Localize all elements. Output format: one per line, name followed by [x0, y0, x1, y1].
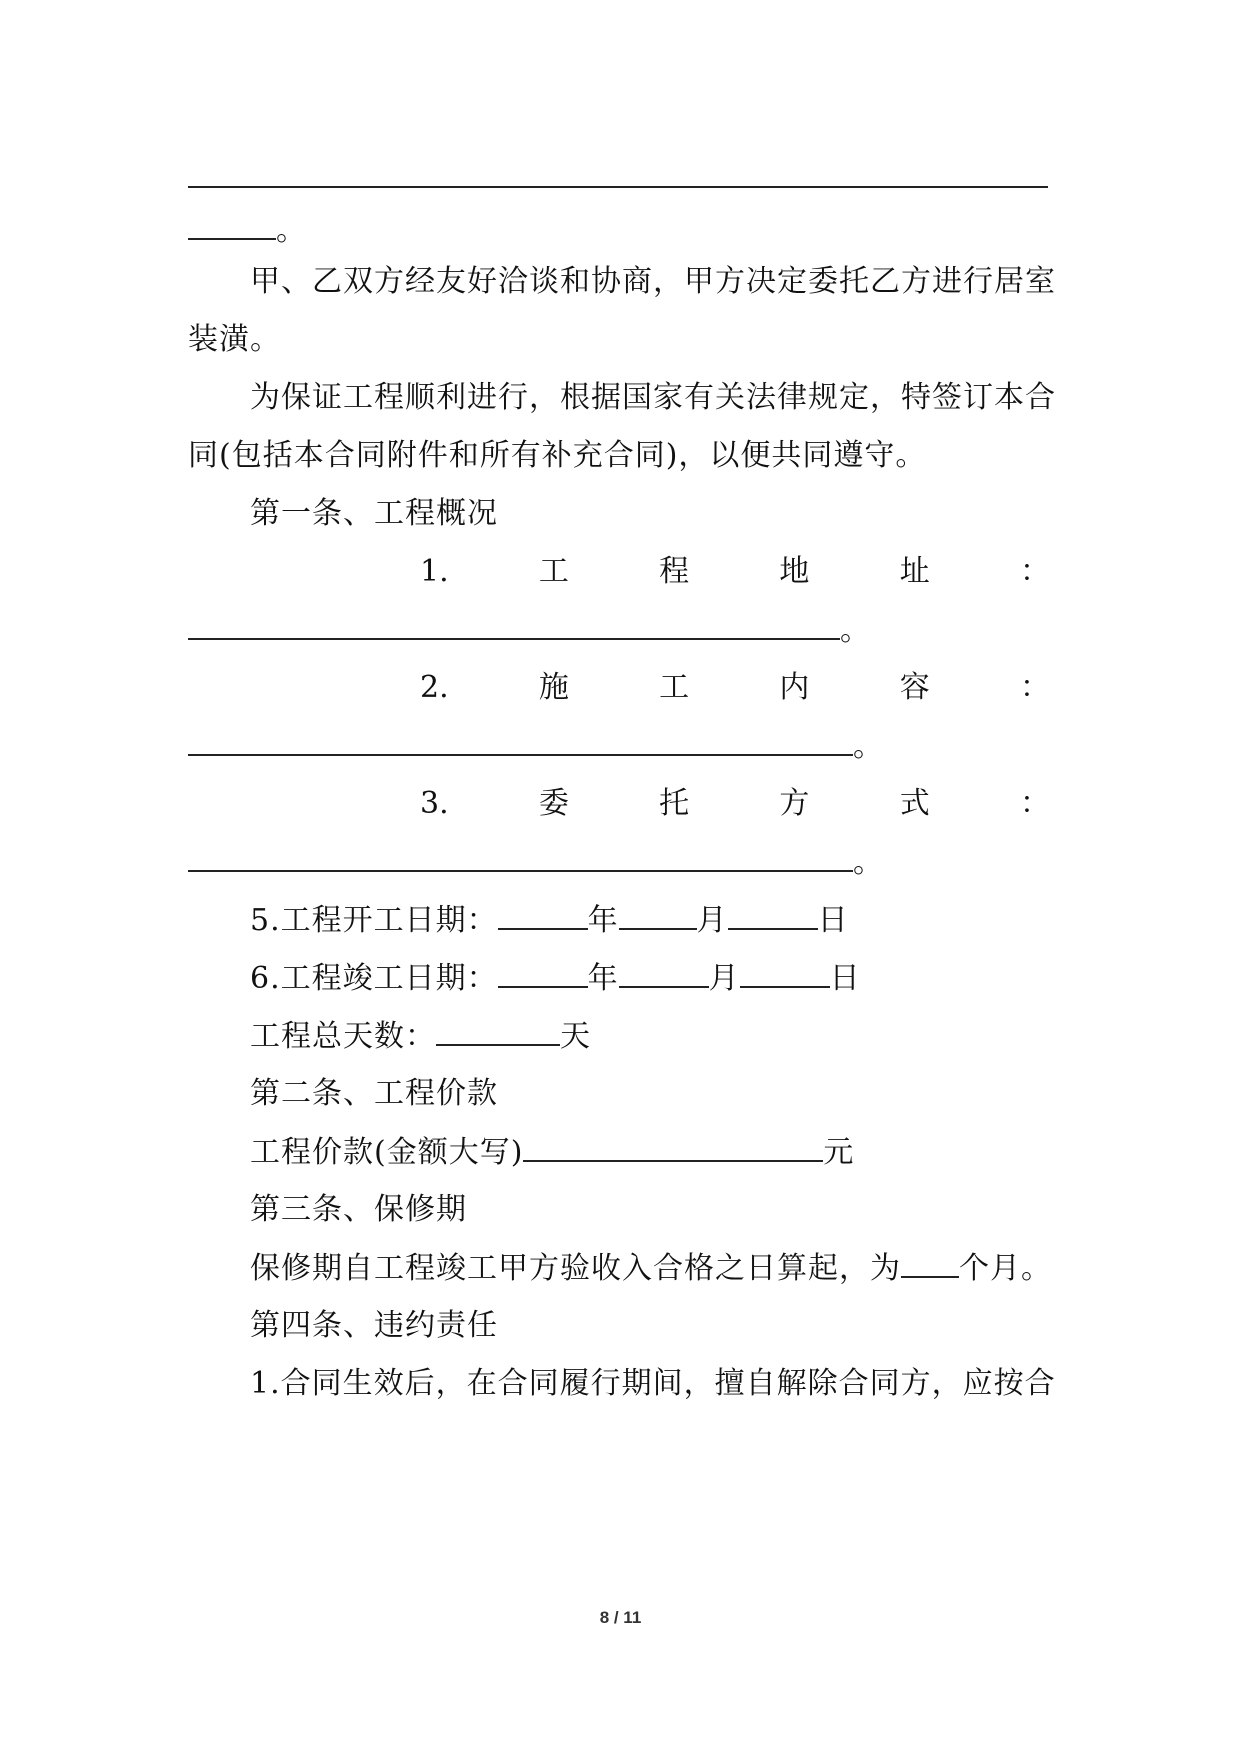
day-label: 日	[829, 961, 861, 996]
price-label: 工程价款(金额大写)	[250, 1135, 524, 1170]
fill-blank	[188, 842, 853, 872]
fill-blank	[188, 726, 853, 756]
item-content	[420, 668, 1050, 708]
article-heading: 第三条、保修期	[250, 1192, 467, 1227]
item-colon: ：	[1019, 786, 1050, 821]
fill-blank	[498, 900, 588, 930]
paragraph: 装潢。	[188, 322, 281, 357]
item-colon: ：	[1019, 670, 1050, 705]
fill-blank	[901, 1248, 959, 1278]
total-days-line	[250, 1016, 591, 1057]
end-date-line	[250, 958, 861, 999]
day-label: 日	[817, 903, 849, 938]
period: 。	[853, 729, 884, 764]
item-char: 施	[538, 670, 569, 705]
blank-line-end	[188, 210, 307, 251]
end-date-label: 6.工程竣工日期：	[250, 961, 498, 996]
item-char: 方	[779, 786, 810, 821]
item-address	[420, 552, 1050, 592]
price-unit: 元	[823, 1135, 855, 1170]
period: 。	[840, 613, 871, 648]
item-method	[420, 784, 1050, 824]
article-heading: 第一条、工程概况	[250, 496, 498, 531]
paragraph: 为保证工程顺利进行，根据国家有关法律规定，特签订本合	[250, 380, 1056, 415]
fill-blank	[740, 958, 830, 988]
paragraph: 1.合同生效后，在合同履行期间，擅自解除合同方，应按合	[250, 1366, 1056, 1401]
item-char: 内	[779, 670, 810, 705]
item-number: 2.	[420, 670, 449, 705]
month-label: 月	[708, 961, 740, 996]
blank-line	[188, 610, 871, 651]
fill-blank	[728, 900, 818, 930]
item-char: 容	[899, 670, 930, 705]
fill-blank	[498, 958, 588, 988]
year-label: 年	[587, 903, 619, 938]
item-number: 1.	[420, 554, 449, 589]
page-number: 8 / 11	[599, 1608, 642, 1627]
paragraph: 甲、乙双方经友好洽谈和协商，甲方决定委托乙方进行居室	[250, 264, 1056, 299]
month-label: 月	[696, 903, 728, 938]
item-number: 3.	[420, 786, 449, 821]
item-char: 工	[538, 554, 569, 589]
item-char: 址	[899, 554, 930, 589]
item-char: 式	[899, 786, 930, 821]
fill-blank	[188, 210, 276, 240]
fill-blank	[619, 900, 697, 930]
fill-blank	[436, 1016, 560, 1046]
item-char: 托	[659, 786, 690, 821]
item-char: 委	[538, 786, 569, 821]
price-line	[250, 1132, 854, 1173]
warranty-text: 保修期自工程竣工甲方验收入合格之日算起，为	[250, 1251, 901, 1286]
blank-line	[188, 726, 884, 767]
item-colon: ：	[1019, 554, 1050, 589]
start-date-line	[250, 900, 849, 941]
fill-blank	[619, 958, 709, 988]
fill-blank	[523, 1132, 823, 1162]
fill-blank	[188, 610, 840, 640]
article-heading: 第二条、工程价款	[250, 1076, 498, 1111]
article-heading: 第四条、违约责任	[250, 1308, 498, 1343]
period: 。	[853, 845, 884, 880]
paragraph: 同(包括本合同附件和所有补充合同)，以便共同遵守。	[188, 438, 927, 473]
total-days-label: 工程总天数：	[250, 1019, 436, 1054]
start-date-label: 5.工程开工日期：	[250, 903, 498, 938]
days-unit: 天	[560, 1019, 591, 1054]
blank-line	[188, 158, 1048, 199]
item-char: 工	[659, 670, 690, 705]
period: 。	[276, 213, 307, 248]
warranty-line	[250, 1248, 1052, 1289]
item-char: 程	[659, 554, 690, 589]
warranty-unit: 个月。	[959, 1251, 1052, 1286]
year-label: 年	[587, 961, 619, 996]
item-char: 地	[779, 554, 810, 589]
blank-line	[188, 842, 884, 883]
fill-blank	[188, 158, 1048, 188]
